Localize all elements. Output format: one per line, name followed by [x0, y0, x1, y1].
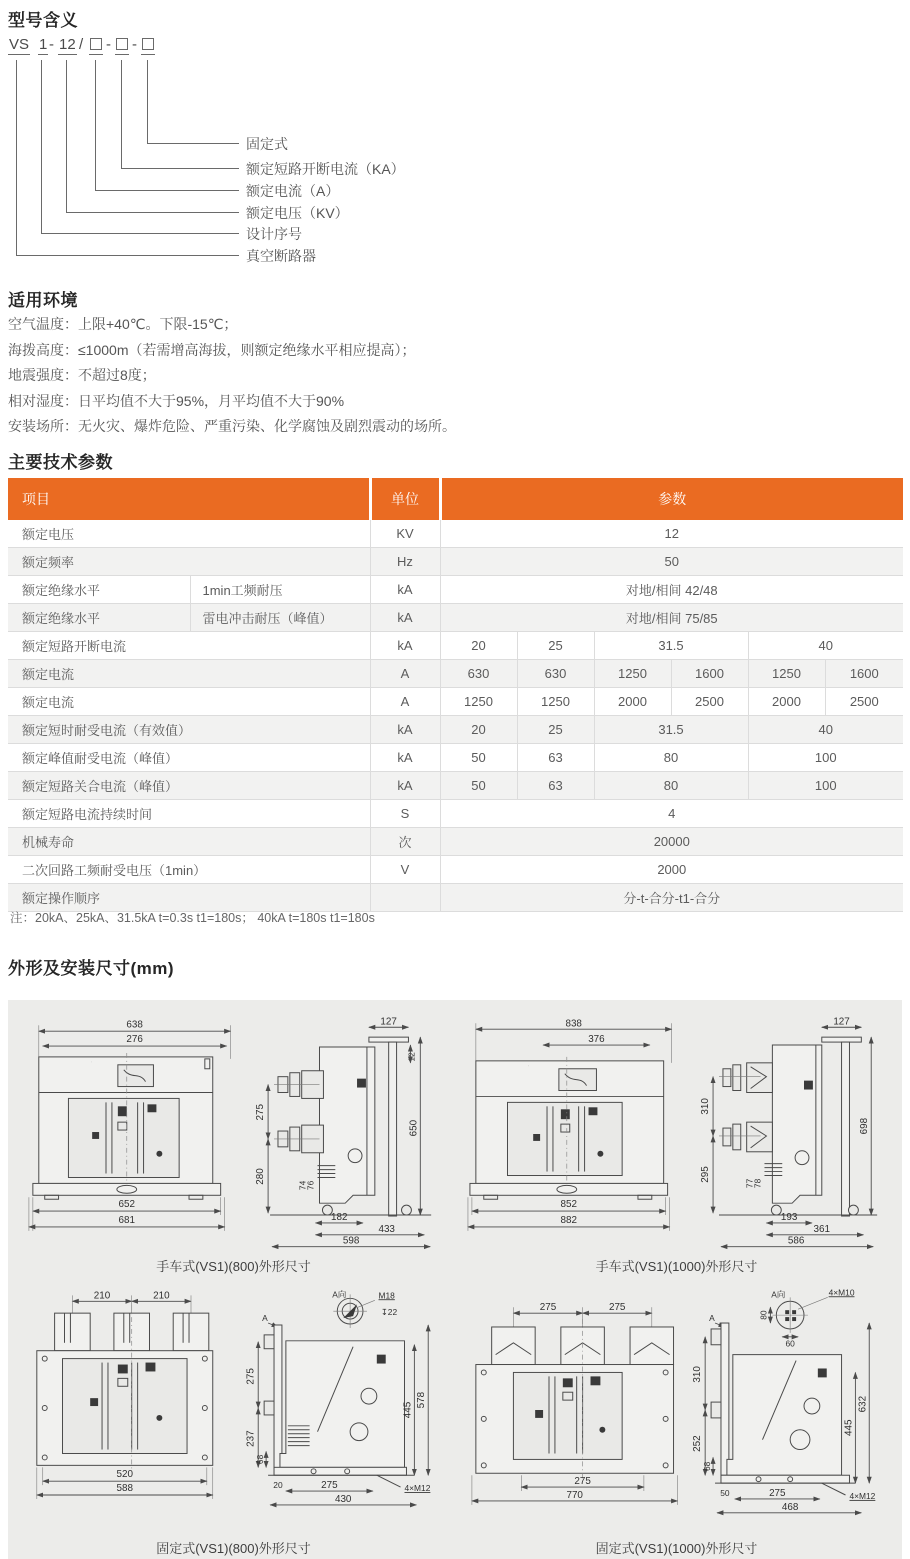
- row-subitem: 雷电冲击耐压（峰值）: [190, 604, 370, 632]
- dim-label: 650: [408, 1119, 420, 1137]
- row-value: 50: [440, 548, 903, 576]
- model-label: 额定电压（KV）: [246, 205, 349, 221]
- row-item: 额定电流: [8, 660, 370, 688]
- row-item: 额定绝缘水平: [8, 576, 190, 604]
- row-value: 对地/相间 75/85: [440, 604, 903, 632]
- model-box-icon: [89, 36, 103, 55]
- dim-label: 127: [833, 1016, 850, 1028]
- dim-label: 74: [297, 1180, 308, 1191]
- header-param: 参数: [440, 478, 903, 520]
- row-value: 31.5: [594, 632, 748, 660]
- table-row: [8, 828, 903, 856]
- drawing-caption: 手车式(VS1)(1000)外形尺寸: [595, 1259, 758, 1274]
- row-unit: V: [370, 856, 440, 884]
- dim-label: 445: [402, 1401, 414, 1418]
- header-unit: 单位: [370, 478, 440, 520]
- screw-label: 4×M12: [404, 1482, 431, 1493]
- dimension-drawings-panel: [8, 1000, 902, 1559]
- row-value: 2500: [671, 688, 748, 716]
- dim-label: 361: [813, 1223, 831, 1235]
- dim-label: 275: [245, 1367, 257, 1385]
- dim-label: 598: [342, 1235, 360, 1247]
- row-value: 80: [594, 772, 748, 800]
- model-label: 真空断路器: [246, 248, 316, 264]
- drawing-handcart-800: [12, 1014, 455, 1278]
- dim-label: 838: [565, 1018, 582, 1030]
- dim-label: 210: [153, 1289, 170, 1301]
- dim-label: 882: [560, 1214, 578, 1226]
- dim-label: 77: [744, 1178, 755, 1189]
- dim-label: 852: [560, 1199, 578, 1211]
- row-value: 630: [517, 660, 594, 688]
- row-value: 20: [440, 716, 517, 744]
- row-unit: Hz: [370, 548, 440, 576]
- row-unit: A: [370, 660, 440, 688]
- dim-label: 586: [787, 1235, 805, 1247]
- dim-label: 588: [116, 1482, 134, 1494]
- dim-label: 78: [752, 1178, 763, 1189]
- row-item: 额定电流: [8, 688, 370, 716]
- table-header-row: [8, 478, 903, 520]
- table-row: [8, 632, 903, 660]
- model-branch-line: [16, 60, 239, 256]
- dim-label: 520: [116, 1468, 134, 1480]
- table-row: [8, 716, 903, 744]
- env-line: 安装场所：无火灾、爆炸危险、严重污染、化学腐蚀及剧烈震动的场所。: [8, 418, 456, 434]
- table-row: [8, 548, 903, 576]
- drawing-fixed-1000: [455, 1284, 898, 1559]
- dim-label: 632: [857, 1395, 869, 1412]
- row-value: 50: [440, 744, 517, 772]
- row-value: 50: [440, 772, 517, 800]
- dim-label: 275: [255, 1104, 267, 1121]
- row-value: 1250: [594, 660, 671, 688]
- dim-label: 127: [380, 1016, 397, 1028]
- row-value: 63: [517, 772, 594, 800]
- row-item: 额定操作顺序: [8, 884, 370, 912]
- model-token: 12: [59, 36, 76, 53]
- dims-section-title: 外形及安装尺寸(mm): [8, 959, 175, 978]
- dim-label: 210: [93, 1289, 111, 1301]
- detail-depth-label: ↧22: [380, 1306, 398, 1317]
- dim-label: 68: [255, 1454, 266, 1464]
- row-value: 100: [748, 772, 903, 800]
- detail-thread-label: M18: [378, 1289, 395, 1300]
- dim-label: 295: [700, 1166, 712, 1183]
- dim-label: 280: [255, 1168, 267, 1185]
- table-row: [8, 856, 903, 884]
- row-value: 40: [748, 632, 903, 660]
- dim-label: 275: [539, 1301, 557, 1313]
- model-token: /: [79, 36, 84, 53]
- section-arrow-label: A: [262, 1312, 268, 1323]
- dim-label: 652: [118, 1199, 135, 1211]
- dim-label: 638: [126, 1019, 143, 1031]
- row-value: 31.5: [594, 716, 748, 744]
- model-token: VS: [9, 36, 30, 53]
- model-code-diagram: [8, 36, 888, 282]
- row-item: 额定短路电流持续时间: [8, 800, 370, 828]
- environment-list: [8, 312, 456, 440]
- drawing-handcart-1000: [455, 1014, 898, 1278]
- drawing-fixed-800: [12, 1284, 455, 1559]
- row-value: 12: [440, 520, 903, 548]
- env-line: 地震强度：不超过8度；: [8, 367, 156, 383]
- model-section-title: 型号含义: [8, 11, 78, 30]
- row-item: 额定绝缘水平: [8, 604, 190, 632]
- model-label: 额定电流（A）: [246, 183, 340, 199]
- model-token: -: [106, 36, 111, 53]
- dim-label: 275: [608, 1301, 626, 1313]
- row-value: 4: [440, 800, 903, 828]
- env-line: 空气温度：上限+40℃。下限-15℃；: [8, 316, 238, 332]
- model-token: 1: [39, 36, 48, 53]
- row-unit: kA: [370, 604, 440, 632]
- section-arrow-label: A: [709, 1312, 715, 1323]
- row-unit: kA: [370, 576, 440, 604]
- row-item: 额定电压: [8, 520, 370, 548]
- model-token: -: [49, 36, 54, 53]
- model-label: 设计序号: [246, 226, 302, 242]
- detail-thread-label: 4×M10: [828, 1286, 855, 1297]
- row-value: 对地/相间 42/48: [440, 576, 903, 604]
- row-subitem: 1min工频耐压: [190, 576, 370, 604]
- drawing-fixed-1000-svg: [464, 1284, 889, 1536]
- dim-label: 68: [702, 1461, 713, 1471]
- dim-label: 698: [859, 1117, 871, 1135]
- dim-label: 193: [780, 1211, 798, 1223]
- row-item: 额定峰值耐受电流（峰值）: [8, 744, 370, 772]
- model-label: 固定式: [246, 136, 288, 152]
- row-unit: kA: [370, 632, 440, 660]
- model-box-icon: [115, 36, 129, 55]
- params-section-title: 主要技术参数: [8, 453, 113, 472]
- table-row: [8, 772, 903, 800]
- row-unit: 次: [370, 828, 440, 856]
- env-line: 相对湿度：日平均值不大于95%，月平均值不大于90%: [8, 392, 345, 409]
- table-row: [8, 800, 903, 828]
- model-box-icon: [141, 36, 155, 55]
- dim-label: 237: [245, 1429, 257, 1447]
- row-value: 80: [594, 744, 748, 772]
- row-value: 分-t-合分-t1-合分: [440, 884, 903, 912]
- dim-label: 252: [692, 1434, 704, 1452]
- dim-label: 275: [321, 1479, 338, 1491]
- dim-label: 12: [406, 1052, 417, 1062]
- row-value: 40: [748, 716, 903, 744]
- row-value: 20000: [440, 828, 903, 856]
- dim-label: 445: [843, 1419, 855, 1436]
- dim-label: 60: [785, 1338, 795, 1349]
- technical-parameters-table: [8, 478, 903, 912]
- table-row: [8, 520, 903, 548]
- model-label: 额定短路开断电流（KA）: [246, 161, 405, 177]
- header-item: 项目: [8, 478, 370, 520]
- dim-label: 433: [378, 1223, 395, 1235]
- dim-label: 376: [588, 1034, 605, 1046]
- dim-label: 770: [566, 1489, 583, 1501]
- row-value: 1600: [825, 660, 903, 688]
- drawing-handcart-800-svg: [21, 1014, 446, 1254]
- dim-label: 80: [758, 1309, 769, 1320]
- row-unit: A: [370, 688, 440, 716]
- dim-label: 76: [305, 1180, 316, 1191]
- dim-label: 182: [331, 1211, 348, 1223]
- table-row: [8, 576, 903, 604]
- dim-label: 20: [273, 1479, 283, 1490]
- row-item: 二次回路工频耐受电压（1min）: [8, 856, 370, 884]
- dim-label: 50: [720, 1487, 730, 1498]
- table-row: [8, 660, 903, 688]
- drawing-caption: 固定式(VS1)(1000)外形尺寸: [595, 1540, 758, 1556]
- table-row: [8, 744, 903, 772]
- row-value: 25: [517, 632, 594, 660]
- row-unit: S: [370, 800, 440, 828]
- row-unit: kA: [370, 716, 440, 744]
- detail-view-label: A向: [332, 1288, 347, 1299]
- table-note: 注：20kA、25kA、31.5kA t=0.3s t1=180s； 40kA t=180s t1=180s: [10, 911, 375, 925]
- row-value: 63: [517, 744, 594, 772]
- row-value: 100: [748, 744, 903, 772]
- dim-label: 276: [126, 1034, 143, 1046]
- row-value: 2000: [748, 688, 825, 716]
- row-value: 1250: [440, 688, 517, 716]
- dim-label: 468: [781, 1501, 799, 1513]
- row-value: 2500: [825, 688, 903, 716]
- drawing-caption: 固定式(VS1)(800)外形尺寸: [156, 1540, 311, 1556]
- table-row: [8, 604, 903, 632]
- drawing-fixed-800-svg: [21, 1284, 446, 1536]
- dim-label: 430: [334, 1493, 352, 1505]
- row-value: 630: [440, 660, 517, 688]
- row-value: 20: [440, 632, 517, 660]
- row-unit: kA: [370, 772, 440, 800]
- drawing-caption: 手车式(VS1)(800)外形尺寸: [156, 1259, 311, 1274]
- dim-label: 310: [692, 1365, 704, 1383]
- environment-section-title: 适用环境: [8, 291, 78, 310]
- row-unit: [370, 884, 440, 912]
- row-item: 额定短路开断电流: [8, 632, 370, 660]
- dim-label: 275: [574, 1475, 591, 1487]
- row-value: 1250: [517, 688, 594, 716]
- dim-label: 310: [700, 1098, 712, 1115]
- detail-view-label: A向: [771, 1288, 786, 1299]
- row-item: 机械寿命: [8, 828, 370, 856]
- model-token: -: [132, 36, 137, 53]
- row-value: 1600: [671, 660, 748, 688]
- drawing-handcart-1000-svg: [464, 1014, 889, 1254]
- row-item: 额定短时耐受电流（有效值）: [8, 716, 370, 744]
- row-unit: kA: [370, 744, 440, 772]
- row-value: 2000: [594, 688, 671, 716]
- row-item: 额定频率: [8, 548, 370, 576]
- row-value: 25: [517, 716, 594, 744]
- row-value: 1250: [748, 660, 825, 688]
- env-line: 海拨高度：≤1000m（若需增高海拔，则额定绝缘水平相应提高）；: [8, 341, 416, 358]
- row-item: 额定短路关合电流（峰值）: [8, 772, 370, 800]
- row-value: 2000: [440, 856, 903, 884]
- dim-label: 578: [416, 1391, 428, 1408]
- dim-label: 681: [118, 1214, 135, 1226]
- table-row: [8, 688, 903, 716]
- dim-label: 275: [769, 1487, 786, 1499]
- row-unit: KV: [370, 520, 440, 548]
- screw-label: 4×M12: [849, 1490, 876, 1501]
